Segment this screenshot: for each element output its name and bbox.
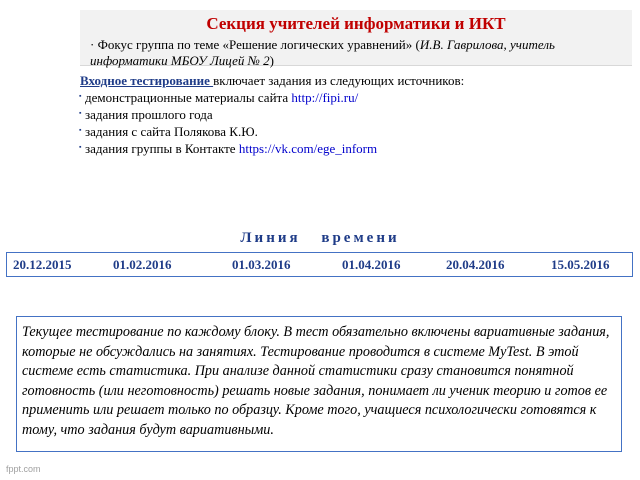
timeline-box (6, 252, 633, 277)
sources-intro (80, 72, 620, 89)
source-item-vk (80, 140, 620, 157)
source-item-text: задания с сайта Полякова К.Ю. (85, 124, 258, 139)
source-item-polyakov (80, 123, 620, 140)
timeline-date: 01.03.2016 (232, 257, 291, 272)
header-box (80, 10, 632, 66)
timeline-date: 20.04.2016 (446, 257, 505, 272)
timeline-title: Линия времени (240, 230, 400, 246)
vk-link[interactable]: https://vk.com/ege_inform (238, 141, 378, 156)
bullet-dot: · (90, 37, 95, 52)
header-subtitle (90, 37, 626, 69)
source-item-text: задания прошлого года (85, 107, 213, 122)
fipi-link[interactable]: http://fipi.ru/ (291, 90, 359, 105)
timeline-date: 20.12.2015 (13, 257, 72, 272)
source-item-text: демонстрационные материалы сайта (85, 90, 292, 105)
sources-list (80, 89, 620, 157)
source-item-last-year (80, 106, 620, 123)
fppt-logo: fppt.com (6, 464, 41, 474)
testing-note-box: Текущее тестирование по каждому блоку. В тест обязательно включены вариативные задания, которые не обсуждались на занятиях. Тестирование проводится в системе MyTest. В этой системе есть статистика. При анализе данной статистики сразу становится понятной готовность (или неготовность) решать новые задания, понимает ли ученик теорию и готов ее применить или решает только по образцу. Кроме того, учащиеся психологически готовятся к тому, что задания будут вариативными. (16, 316, 622, 452)
author-text: И.В. Гаврилова, учитель информатики МБОУ Лицей № 2 (90, 37, 555, 68)
closing-paren: ) (269, 53, 275, 68)
focus-group-text: Фокус группа по теме «Решение логических уравнений» ( (94, 37, 420, 52)
sources-section (80, 72, 620, 157)
timeline-date: 15.05.2016 (551, 257, 610, 272)
timeline-date: 01.04.2016 (342, 257, 401, 272)
entry-testing-link[interactable]: Входное тестирование (80, 73, 214, 88)
timeline-date: 01.02.2016 (113, 257, 172, 272)
sources-intro-text: включает задания из следующих источников: (213, 73, 465, 88)
source-item-text: задания группы в Контакте (85, 141, 239, 156)
page-title: Секция учителей информатики и ИКТ (206, 14, 506, 33)
source-item-fipi (80, 89, 620, 106)
